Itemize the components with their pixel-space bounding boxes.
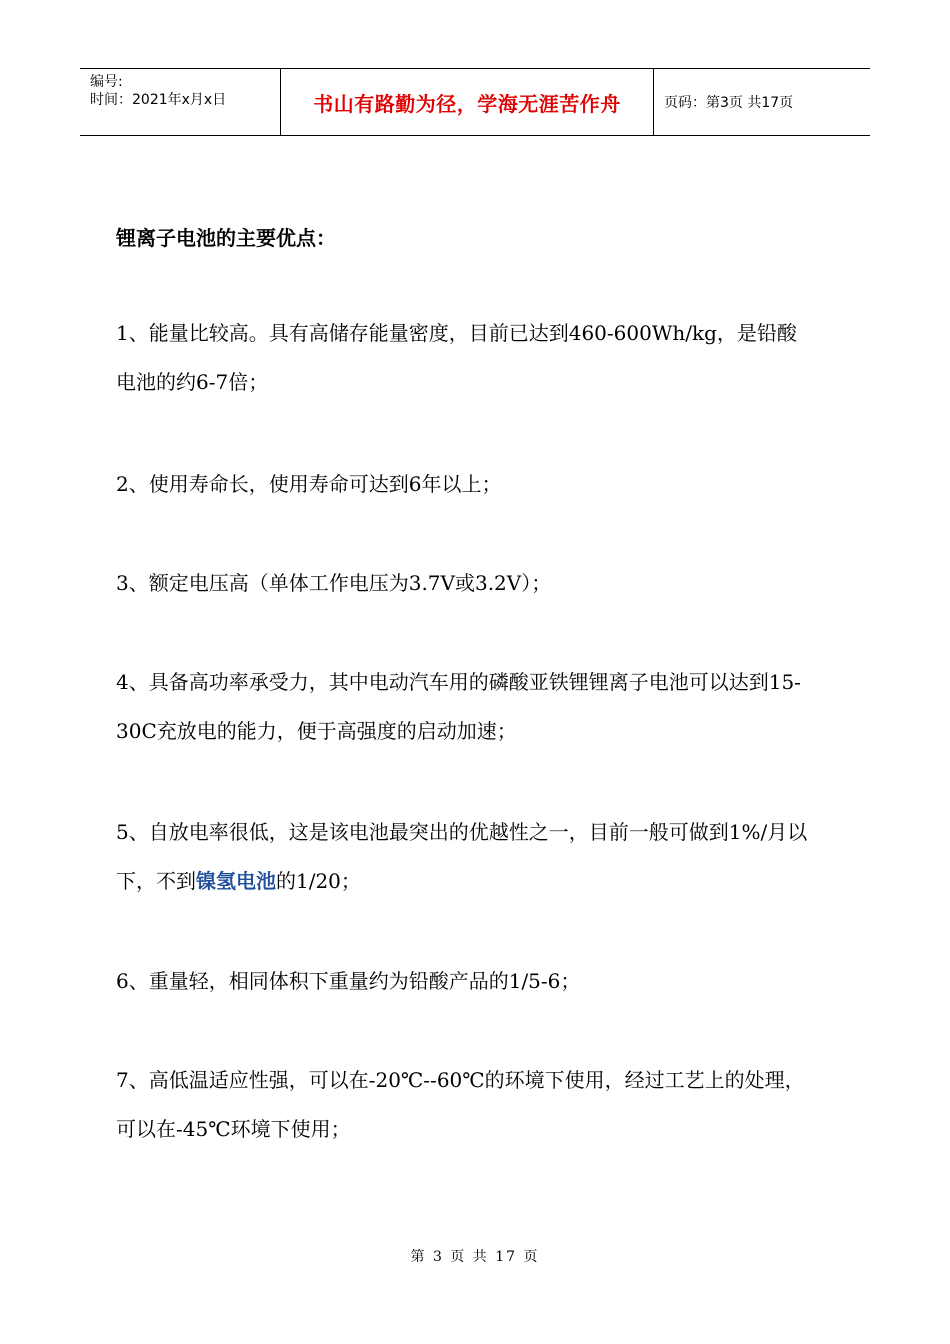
document-number-label: 编号: xyxy=(90,74,123,90)
document-date-label: 时间：2021年x月x日 xyxy=(90,92,227,108)
list-item-3: 3、额定电压高（单体工作电压为3.7V或3.2V）； xyxy=(116,571,552,595)
list-item-5-tail: 的1/20； xyxy=(276,869,361,893)
list-item-6: 6、重量轻，相同体积下重量约为铅酸产品的1/5-6； xyxy=(116,969,581,993)
nickel-metal-hydride-link[interactable]: 镍氢电池 xyxy=(196,869,276,893)
page-footer: 第 3 页 共 17 页 xyxy=(410,1249,540,1265)
list-item-1: 1、能量比较高。具有高储存能量密度，目前已达到460-600Wh/kg，是铅酸电池的约6-7倍； xyxy=(116,321,797,394)
list-item-7: 7、高低温适应性强，可以在-20℃--60℃的环境下使用，经过工艺上的处理，可以在-45℃环境下使用； xyxy=(116,1068,805,1141)
list-item-2: 2、使用寿命长，使用寿命可达到6年以上； xyxy=(116,472,502,496)
page-header xyxy=(80,68,870,136)
list-item-4: 4、具备高功率承受力，其中电动汽车用的磷酸亚铁锂锂离子电池可以达到15-30C充放电的能力，便于高强度的启动加速； xyxy=(116,670,801,743)
header-page-number: 页码：第3页 共17页 xyxy=(664,95,794,111)
header-meta xyxy=(80,69,281,135)
list-item-5 xyxy=(116,808,816,906)
list-item-5-text: 5、自放电率很低，这是该电池最突出的优越性之一，目前一般可做到1%/月以下，不到 xyxy=(116,820,808,893)
header-motto: 书山有路勤为径，学海无涯苦作舟 xyxy=(281,69,654,135)
section-title: 锂离子电池的主要优点： xyxy=(116,226,336,250)
